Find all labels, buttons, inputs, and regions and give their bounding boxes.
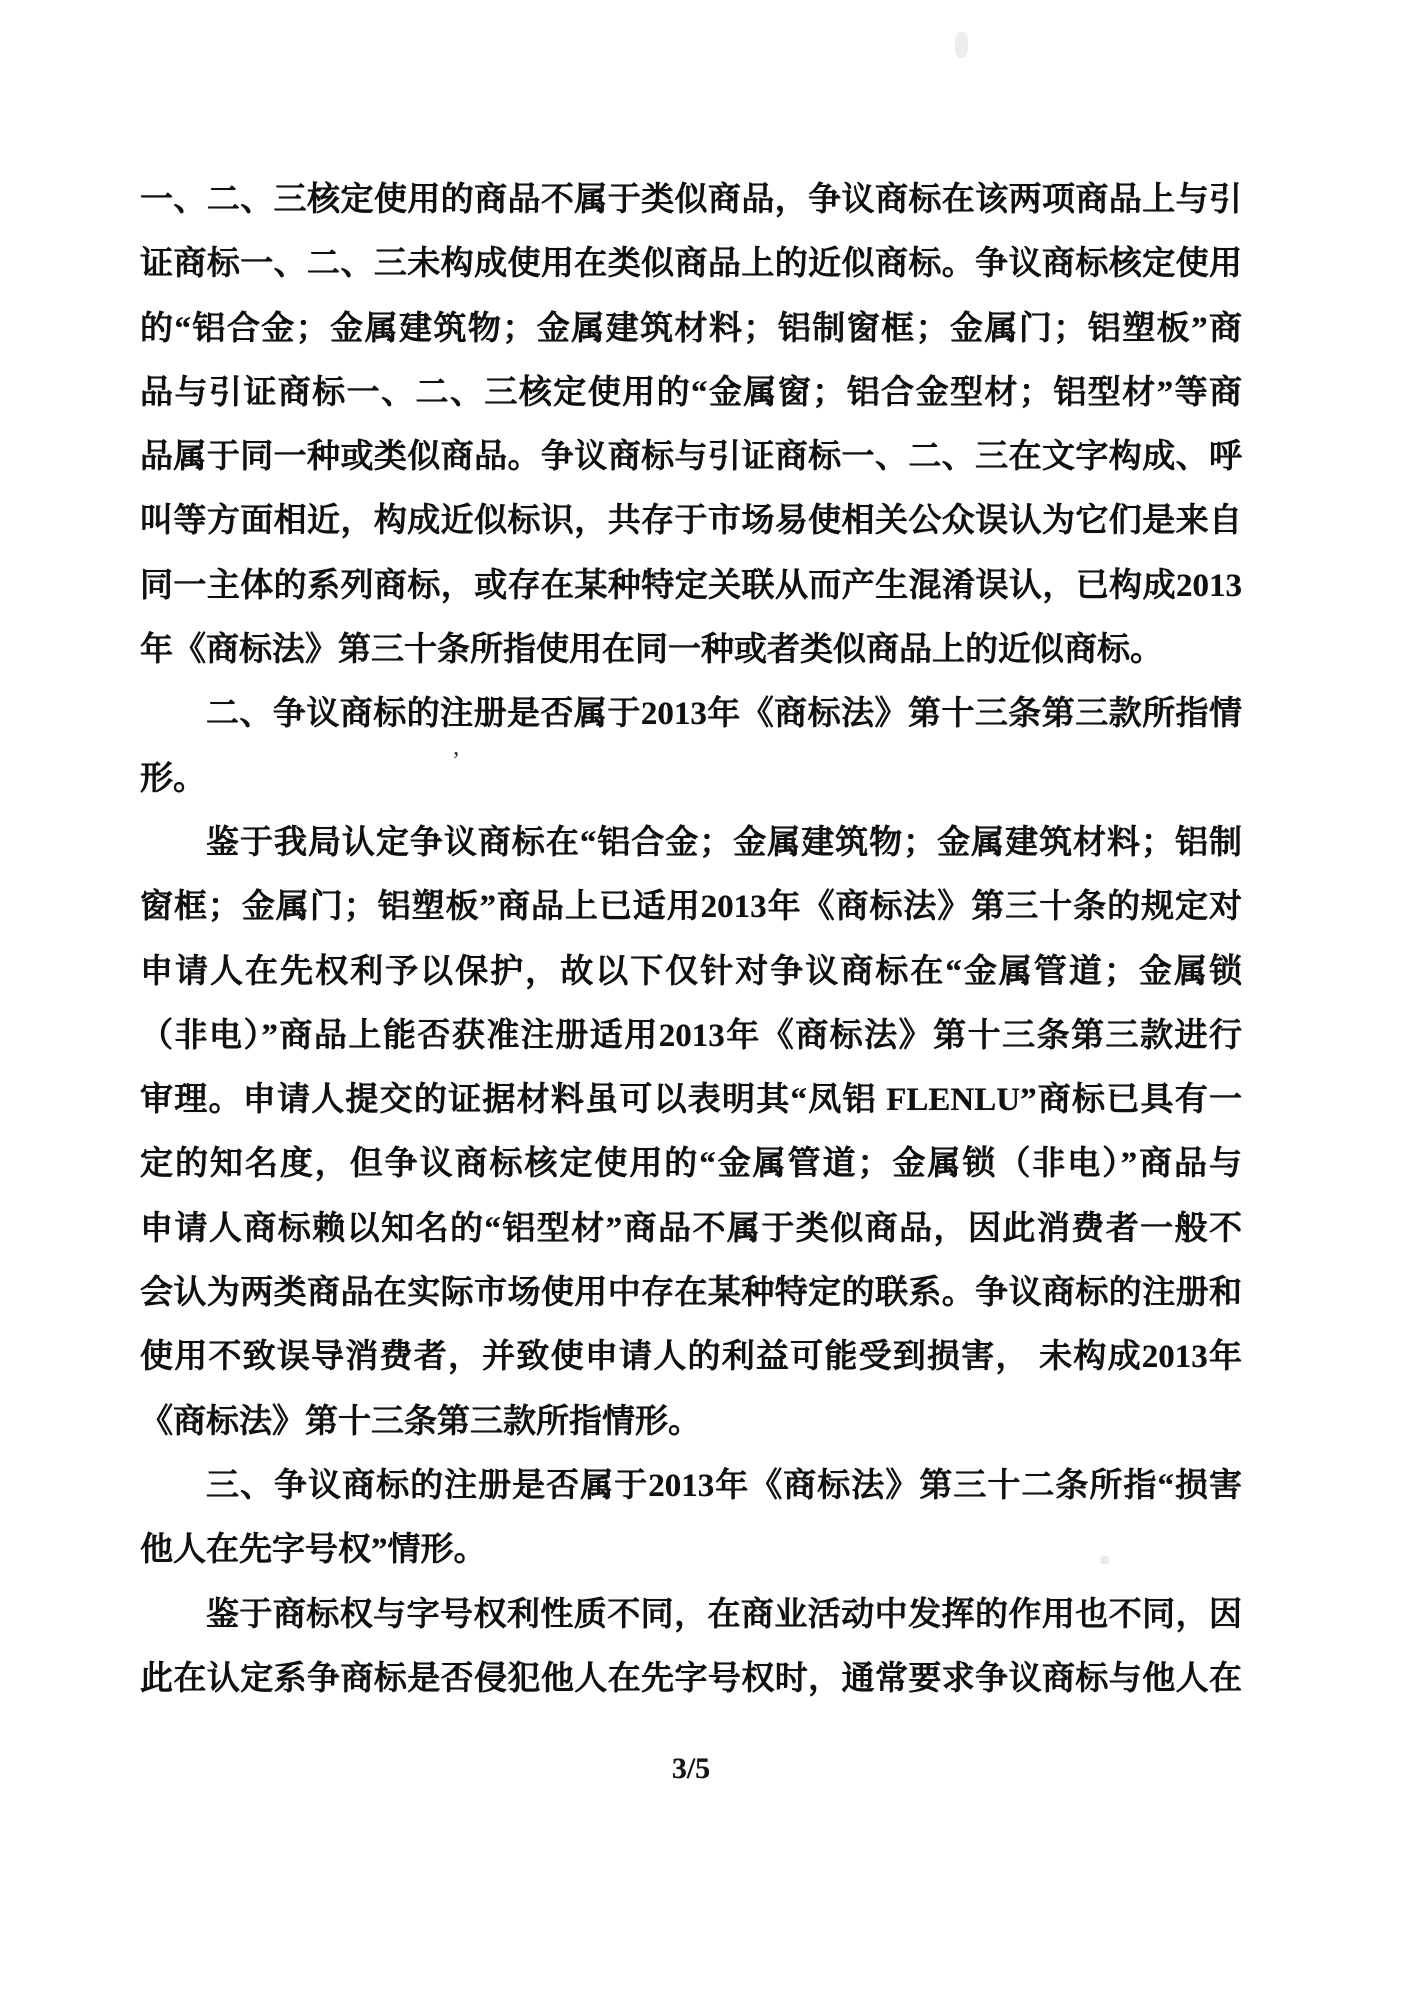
text-line: 此在认定系争商标是否侵犯他人在先字号权时，通常要求争议商标与他人在 — [140, 1660, 1242, 1697]
text-line: 使用不致误导消费者，并致使申请人的利益可能受到损害， 未构成2013年 — [140, 1339, 1242, 1376]
text-line: 的“铝合金；金属建筑物；金属建筑材料；铝制窗框；金属门；铝塑板”商 — [140, 310, 1242, 347]
text-line: 品属于同一种或类似商品。争议商标与引证商标一、二、三在文字构成、呼 — [140, 439, 1242, 476]
text-line: 形。 — [140, 760, 206, 797]
text-line: 定的知名度，但争议商标核定使用的“金属管道；金属锁（非电）”商品与 — [140, 1146, 1242, 1183]
text-line: 鉴于商标权与字号权利性质不同，在商业活动中发挥的作用也不同，因 — [206, 1596, 1242, 1633]
text-line: 品与引证商标一、二、三核定使用的“金属窗；铝合金型材；铝型材”等商 — [140, 374, 1242, 411]
scan-artifact-smudge — [955, 32, 968, 58]
scan-artifact-apostrophe: ʼ — [452, 748, 460, 774]
text-line: 三、争议商标的注册是否属于2013年《商标法》第三十二条所指“损害 — [206, 1467, 1242, 1504]
text-line: 审理。申请人提交的证据材料虽可以表明其“凤铝 FLENLU”商标已具有一 — [140, 1082, 1242, 1119]
page-number: 3/5 — [671, 1752, 711, 1785]
text-line: 二、争议商标的注册是否属于2013年《商标法》第十三条第三款所指情 — [206, 696, 1242, 733]
text-line: 一、二、三核定使用的商品不属于类似商品，争议商标在该两项商品上与引 — [140, 182, 1242, 218]
text-line: 申请人在先权利予以保护，故以下仅针对争议商标在“金属管道；金属锁 — [140, 953, 1242, 990]
text-line: 会认为两类商品在实际市场使用中存在某种特定的联系。争议商标的注册和 — [140, 1275, 1242, 1312]
text-line: 同一主体的系列商标，或存在某种特定关联从而产生混淆误认，已构成2013 — [140, 567, 1242, 604]
scan-artifact-smudge — [1100, 1556, 1109, 1564]
text-line: 《商标法》第十三条第三款所指情形。 — [140, 1403, 701, 1440]
text-line: 年《商标法》第三十条所指使用在同一种或者类似商品上的近似商标。 — [140, 632, 1163, 669]
document-body — [140, 168, 1242, 1711]
text-line: 证商标一、二、三未构成使用在类似商品上的近似商标。争议商标核定使用 — [140, 246, 1242, 283]
text-line: 窗框；金属门；铝塑板”商品上已适用2013年《商标法》第三十条的规定对 — [140, 889, 1242, 926]
text-line: 他人在先字号权”情形。 — [140, 1532, 487, 1569]
text-line: 鉴于我局认定争议商标在“铝合金；金属建筑物；金属建筑材料；铝制 — [206, 824, 1242, 861]
text-line: 申请人商标赖以知名的“铝型材”商品不属于类似商品，因此消费者一般不 — [140, 1210, 1242, 1247]
text-line: 叫等方面相近，构成近似标识，共存于市场易使相关公众误认为它们是来自 — [140, 503, 1242, 540]
text-line: （非电）”商品上能否获准注册适用2013年《商标法》第十三条第三款进行 — [140, 1017, 1242, 1054]
